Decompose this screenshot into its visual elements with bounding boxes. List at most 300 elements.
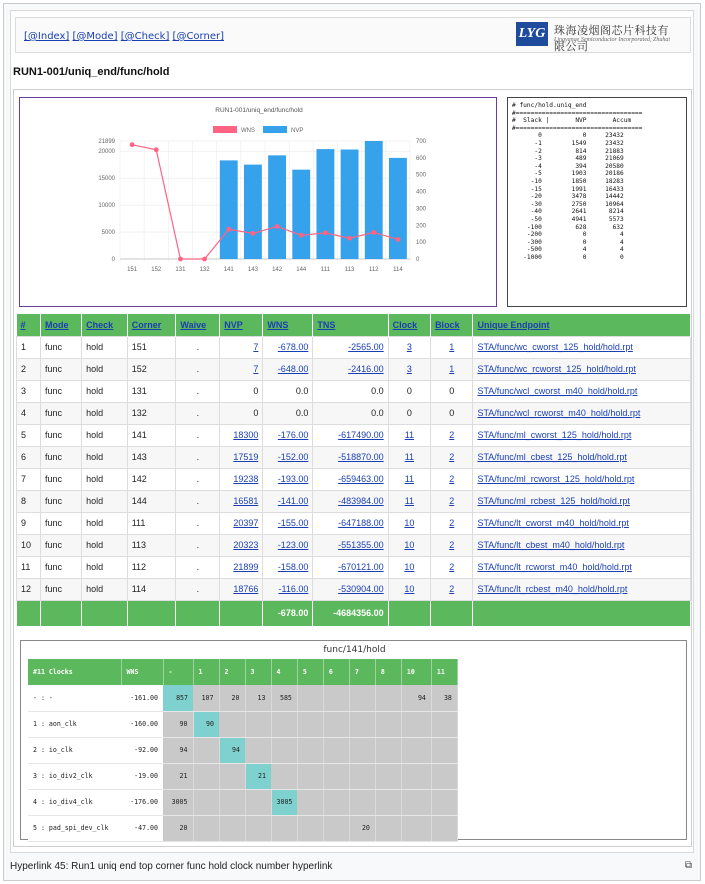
col-corner-cell: 151 <box>127 336 176 358</box>
col-clock-cell[interactable] <box>388 358 430 380</box>
col-clock-header[interactable] <box>388 314 430 336</box>
col-corner-header[interactable] <box>127 314 176 336</box>
col-tns-link[interactable]: -670121.00 <box>338 562 384 572</box>
logo-mark: LYG <box>516 22 548 46</box>
col-nvp-cell[interactable] <box>220 358 263 380</box>
col-block-link[interactable]: 2 <box>449 496 455 506</box>
clock-col-header: #11 Clocks <box>28 659 121 685</box>
col-endpoint-cell[interactable] <box>473 424 691 446</box>
col-mode-cell: func <box>41 336 82 358</box>
col-block-cell[interactable] <box>431 424 473 446</box>
col-wns-link[interactable]: -152.00 <box>277 452 309 462</box>
col-check-cell: hold <box>82 468 128 490</box>
col-nvp-link[interactable]: 20323 <box>233 540 259 550</box>
clock-col-header: - <box>163 659 193 685</box>
clock-count-cell: 21 <box>245 763 271 789</box>
col-waive-cell: . <box>176 358 220 380</box>
nvp-bar <box>389 158 407 259</box>
col-tns-link[interactable]: -2416.00 <box>348 364 384 374</box>
col-waive-cell: . <box>176 424 220 446</box>
clock-row <box>28 685 457 711</box>
y-right-tick-label: 100 <box>416 240 427 247</box>
clock-count-cell <box>219 763 245 789</box>
nav-link-mode[interactable]: [@Mode] <box>72 31 118 42</box>
col-block-link[interactable]: 1 <box>449 342 455 352</box>
col-clock-link[interactable]: 10 <box>404 540 415 550</box>
clock-col-header: 7 <box>349 659 375 685</box>
col-waive-cell: . <box>176 380 220 402</box>
col-endpoint-cell[interactable] <box>473 578 691 600</box>
col-tns-cell: 0.0 <box>313 402 388 424</box>
clock-count-cell <box>375 685 401 711</box>
x-tick-label: 112 <box>368 267 379 273</box>
clock-count-cell <box>297 789 323 815</box>
col-tns-link[interactable]: -617490.00 <box>338 430 384 440</box>
x-tick-label: 144 <box>296 267 307 273</box>
table-row <box>17 490 691 512</box>
col-clock-cell[interactable] <box>388 556 430 578</box>
table-row <box>17 402 691 424</box>
col-clock-cell[interactable] <box>388 490 430 512</box>
figure-frame <box>3 3 701 881</box>
x-tick-label: 114 <box>393 267 403 273</box>
clock-count-cell <box>297 815 323 841</box>
clock-wns-cell: -47.00 <box>121 815 163 841</box>
col-wns-header[interactable] <box>263 314 313 336</box>
col-tns-cell[interactable] <box>313 556 388 578</box>
col-mode-sort-link[interactable]: Mode <box>45 319 69 330</box>
col-nvp-link[interactable]: 18766 <box>233 584 259 594</box>
clock-count-cell <box>219 815 245 841</box>
col-clock-cell[interactable] <box>388 424 430 446</box>
footer-cell <box>127 600 176 626</box>
col-nvp-cell[interactable] <box>220 578 263 600</box>
col-index-cell: 6 <box>17 446 41 468</box>
col-tns-cell[interactable] <box>313 578 388 600</box>
col-waive-cell: . <box>176 446 220 468</box>
col-nvp-link[interactable]: 20397 <box>233 518 259 528</box>
clock-row <box>28 815 457 841</box>
col-wns-cell[interactable] <box>263 468 313 490</box>
col-mode-cell: func <box>41 534 82 556</box>
col-nvp-cell[interactable] <box>220 446 263 468</box>
col-corner-cell: 132 <box>127 402 176 424</box>
col-wns-cell[interactable] <box>263 446 313 468</box>
col-wns-link[interactable]: -648.00 <box>277 364 309 374</box>
wns-point <box>275 224 280 229</box>
col-endpoint-cell[interactable] <box>473 380 691 402</box>
col-tns-cell[interactable] <box>313 446 388 468</box>
col-endpoint-header[interactable] <box>473 314 691 336</box>
col-clock-cell[interactable] <box>388 512 430 534</box>
col-waive-cell: . <box>176 556 220 578</box>
clock-count-cell: 38 <box>431 685 457 711</box>
clock-wns-cell: -92.00 <box>121 737 163 763</box>
col-tns-sort-link[interactable]: TNS <box>317 319 336 330</box>
report-content <box>13 89 692 847</box>
col-nvp-cell[interactable] <box>220 424 263 446</box>
clock-row-label: 1 : aon_clk <box>28 711 121 737</box>
clock-row-label: - : - <box>28 685 121 711</box>
col-block-cell[interactable] <box>431 336 473 358</box>
clock-count-cell <box>349 685 375 711</box>
clock-count-cell: 857 <box>163 685 193 711</box>
col-nvp-link[interactable]: 19238 <box>233 474 259 484</box>
col-index-cell: 12 <box>17 578 41 600</box>
col-clock-link[interactable]: 11 <box>404 496 415 506</box>
col-block-cell[interactable] <box>431 534 473 556</box>
clock-count-cell: 107 <box>193 685 219 711</box>
col-check-cell: hold <box>82 556 128 578</box>
col-endpoint-cell[interactable] <box>473 468 691 490</box>
col-clock-link[interactable]: 3 <box>406 342 412 352</box>
y-right-tick-label: 500 <box>416 172 427 179</box>
col-index-sort-link[interactable]: # <box>20 319 26 330</box>
col-tns-header[interactable] <box>313 314 388 336</box>
clock-count-cell: 585 <box>271 685 297 711</box>
nvp-bar <box>268 155 286 259</box>
clock-count-cell <box>401 763 431 789</box>
col-mode-cell: func <box>41 402 82 424</box>
col-block-cell[interactable] <box>431 578 473 600</box>
col-wns-cell[interactable] <box>263 490 313 512</box>
col-tns-link[interactable]: -483984.00 <box>338 496 384 506</box>
col-clock-link[interactable]: 11 <box>404 430 415 440</box>
col-nvp-cell[interactable] <box>220 534 263 556</box>
clock-count-cell <box>271 763 297 789</box>
footer-cell <box>388 600 430 626</box>
col-mode-cell: func <box>41 358 82 380</box>
col-nvp-link[interactable]: 18300 <box>233 430 259 440</box>
col-index-cell: 8 <box>17 490 41 512</box>
col-corner-cell: 142 <box>127 468 176 490</box>
table-row <box>17 446 691 468</box>
col-index-cell: 4 <box>17 402 41 424</box>
col-nvp-link[interactable]: 17519 <box>233 452 259 462</box>
x-tick-label: 152 <box>151 267 162 273</box>
col-index-header[interactable] <box>17 314 41 336</box>
col-corner-sort-link[interactable]: Corner <box>131 319 162 330</box>
wns-point <box>251 231 256 236</box>
x-tick-label: 111 <box>320 267 330 273</box>
col-clock-link[interactable]: 10 <box>404 584 415 594</box>
clock-col-header: 11 <box>431 659 457 685</box>
col-clock-link[interactable]: 11 <box>404 474 415 484</box>
col-wns-link[interactable]: -155.00 <box>277 518 309 528</box>
col-wns-link[interactable]: -158.00 <box>277 562 309 572</box>
nav-link-check[interactable]: [@Check] <box>120 31 170 42</box>
y-right-tick-label: 0 <box>416 257 420 263</box>
col-block-link[interactable]: 2 <box>449 518 455 528</box>
col-endpoint-link[interactable]: STA/func/ml_cworst_125_hold/hold.rpt <box>477 430 632 440</box>
col-endpoint-cell[interactable] <box>473 512 691 534</box>
col-nvp-cell[interactable] <box>220 556 263 578</box>
col-wns-cell: 0.0 <box>263 402 313 424</box>
y-left-tick-label: 20000 <box>98 149 115 156</box>
col-wns-cell[interactable] <box>263 512 313 534</box>
col-endpoint-link[interactable]: STA/func/lt_rcbest_m40_hold/hold.rpt <box>477 584 628 594</box>
col-endpoint-link[interactable]: STA/func/lt_rcworst_m40_hold/hold.rpt <box>477 562 632 572</box>
clock-count-cell <box>323 685 349 711</box>
clock-count-cell: 20 <box>349 815 375 841</box>
col-endpoint-cell[interactable] <box>473 402 691 424</box>
col-clock-cell[interactable] <box>388 446 430 468</box>
col-endpoint-link[interactable]: STA/func/lt_cbest_m40_hold/hold.rpt <box>477 540 625 550</box>
clock-col-header: 4 <box>271 659 297 685</box>
clock-count-cell <box>245 711 271 737</box>
col-tns-cell[interactable] <box>313 490 388 512</box>
nvp-bar <box>220 160 238 259</box>
col-index-cell: 10 <box>17 534 41 556</box>
col-clock-cell[interactable] <box>388 468 430 490</box>
col-check-cell: hold <box>82 424 128 446</box>
expand-icon[interactable]: ⧉ <box>684 860 692 871</box>
clock-count-cell <box>193 815 219 841</box>
col-mode-cell: func <box>41 512 82 534</box>
col-block-link[interactable]: 2 <box>449 474 455 484</box>
wns-nvp-chart <box>19 97 497 307</box>
wns-point <box>347 236 352 241</box>
col-nvp-header[interactable] <box>220 314 263 336</box>
report-page <box>10 10 694 853</box>
clock-col-header: 1 <box>193 659 219 685</box>
nvp-bar <box>292 170 310 259</box>
col-waive-sort-link[interactable]: Waive <box>180 319 207 330</box>
col-check-header[interactable] <box>82 314 128 336</box>
clock-col-header: 5 <box>297 659 323 685</box>
clock-row-label: 4 : io_div4_clk <box>28 789 121 815</box>
col-corner-cell: 143 <box>127 446 176 468</box>
col-wns-link[interactable]: -176.00 <box>277 430 309 440</box>
table-row <box>17 380 691 402</box>
col-wns-cell[interactable] <box>263 556 313 578</box>
clock-count-cell <box>193 737 219 763</box>
col-endpoint-link[interactable]: STA/func/wc_rcworst_125_hold/hold.rpt <box>477 364 636 374</box>
clock-count-cell <box>245 789 271 815</box>
col-mode-cell: func <box>41 556 82 578</box>
footer-cell <box>473 600 691 626</box>
col-tns-link[interactable]: -647188.00 <box>338 518 384 528</box>
col-endpoint-link[interactable]: STA/func/lt_cworst_m40_hold/hold.rpt <box>477 518 629 528</box>
col-check-cell: hold <box>82 534 128 556</box>
col-nvp-cell[interactable] <box>220 512 263 534</box>
col-endpoint-cell[interactable] <box>473 358 691 380</box>
col-nvp-cell[interactable] <box>220 336 263 358</box>
col-nvp-link[interactable]: 16581 <box>233 496 259 506</box>
table-row <box>17 578 691 600</box>
col-check-cell: hold <box>82 512 128 534</box>
col-tns-cell[interactable] <box>313 358 388 380</box>
col-wns-link[interactable]: -116.00 <box>278 584 309 594</box>
clock-count-cell <box>245 737 271 763</box>
clock-count-cell <box>323 737 349 763</box>
col-wns-link[interactable]: -141.00 <box>277 496 309 506</box>
col-block-cell[interactable] <box>431 556 473 578</box>
col-tns-cell[interactable] <box>313 336 388 358</box>
clock-row <box>28 763 457 789</box>
col-block-cell[interactable] <box>431 490 473 512</box>
col-endpoint-link[interactable]: STA/func/wc_cworst_125_hold/hold.rpt <box>477 342 633 352</box>
col-endpoint-cell[interactable] <box>473 336 691 358</box>
col-endpoint-link[interactable]: STA/func/ml_rcworst_125_hold/hold.rpt <box>477 474 635 484</box>
col-index-cell: 2 <box>17 358 41 380</box>
col-check-sort-link[interactable]: Check <box>86 319 114 330</box>
clock-count-cell: 94 <box>163 737 193 763</box>
table-row <box>17 512 691 534</box>
col-corner-cell: 144 <box>127 490 176 512</box>
wns-point <box>130 142 135 147</box>
col-tns-link[interactable]: -2565.00 <box>348 342 384 352</box>
col-tns-cell[interactable] <box>313 512 388 534</box>
col-corner-cell: 131 <box>127 380 176 402</box>
col-wns-cell[interactable] <box>263 336 313 358</box>
clock-row <box>28 711 457 737</box>
x-tick-label: 143 <box>247 267 258 273</box>
col-block-cell[interactable] <box>431 512 473 534</box>
col-clock-cell[interactable] <box>388 336 430 358</box>
clock-count-cell <box>431 815 457 841</box>
wns-point <box>226 227 231 232</box>
clock-count-cell <box>297 737 323 763</box>
col-tns-cell[interactable] <box>313 424 388 446</box>
clock-wns-cell: -161.00 <box>121 685 163 711</box>
col-tns-cell[interactable] <box>313 468 388 490</box>
legend-label-nvp: NVP <box>291 128 304 134</box>
col-check-cell: hold <box>82 336 128 358</box>
col-wns-cell[interactable] <box>263 578 313 600</box>
clock-count-cell <box>271 737 297 763</box>
footer-cell <box>220 600 263 626</box>
nvp-bar <box>365 141 383 259</box>
col-wns-link[interactable]: -678.00 <box>277 342 309 352</box>
col-check-cell: hold <box>82 490 128 512</box>
col-endpoint-link[interactable]: STA/func/ml_rcbest_125_hold/hold.rpt <box>477 496 630 506</box>
col-nvp-cell[interactable] <box>220 468 263 490</box>
footer-cell <box>41 600 82 626</box>
col-nvp-link[interactable]: 21899 <box>233 562 259 572</box>
x-tick-label: 113 <box>344 267 355 273</box>
col-clock-link[interactable]: 3 <box>406 364 412 374</box>
clock-count-cell <box>375 789 401 815</box>
col-endpoint-sort-link[interactable]: Unique Endpoint <box>477 319 550 330</box>
company-logo <box>516 21 676 53</box>
col-block-sort-link[interactable]: Block <box>435 319 460 330</box>
col-tns-link[interactable]: -530904.00 <box>338 584 384 594</box>
col-clock-link[interactable]: 11 <box>404 452 415 462</box>
footer-cell <box>17 600 41 626</box>
col-wns-link[interactable]: -193.00 <box>277 474 309 484</box>
col-nvp-cell: 0 <box>220 380 263 402</box>
nav-link-corner[interactable]: [@Corner] <box>172 31 224 42</box>
table-row <box>17 556 691 578</box>
col-mode-cell: func <box>41 424 82 446</box>
col-endpoint-cell[interactable] <box>473 446 691 468</box>
y-right-tick-label: 400 <box>416 189 427 196</box>
col-wns-cell: 0.0 <box>263 380 313 402</box>
clock-row-label: 5 : pad_spi_dev_clk <box>28 815 121 841</box>
y-right-tick-label: 700 <box>416 139 427 145</box>
clock-col-header: 6 <box>323 659 349 685</box>
clock-count-cell <box>193 789 219 815</box>
clock-count-cell <box>349 711 375 737</box>
col-block-header[interactable] <box>431 314 473 336</box>
col-index-cell: 1 <box>17 336 41 358</box>
col-endpoint-link[interactable]: STA/func/wcl_rcworst_m40_hold/hold.rpt <box>477 408 641 418</box>
col-block-link[interactable]: 2 <box>449 452 455 462</box>
col-endpoint-cell[interactable] <box>473 534 691 556</box>
col-nvp-link[interactable]: 7 <box>253 364 259 374</box>
col-check-cell: hold <box>82 402 128 424</box>
col-block-cell[interactable] <box>431 358 473 380</box>
col-nvp-cell[interactable] <box>220 490 263 512</box>
col-nvp-link[interactable]: 7 <box>253 342 259 352</box>
col-endpoint-cell[interactable] <box>473 490 691 512</box>
col-wns-cell[interactable] <box>263 534 313 556</box>
col-clock-sort-link[interactable]: Clock <box>392 319 418 330</box>
col-clock-cell[interactable] <box>388 578 430 600</box>
col-block-cell[interactable] <box>431 468 473 490</box>
col-wns-cell[interactable] <box>263 424 313 446</box>
footer-cell <box>431 600 473 626</box>
col-waive-cell: . <box>176 534 220 556</box>
timing-table <box>16 314 691 627</box>
col-clock-cell[interactable] <box>388 534 430 556</box>
col-endpoint-cell[interactable] <box>473 556 691 578</box>
clock-count-cell <box>349 763 375 789</box>
col-tns-link[interactable]: -659463.00 <box>338 474 384 484</box>
col-endpoint-link[interactable]: STA/func/ml_cbest_125_hold/hold.rpt <box>477 452 627 462</box>
clock-count-cell <box>401 815 431 841</box>
clock-wns-cell: -160.00 <box>121 711 163 737</box>
col-nvp-sort-link[interactable]: NVP <box>224 319 243 330</box>
col-block-link[interactable]: 2 <box>449 430 455 440</box>
table-row <box>17 336 691 358</box>
col-block-link[interactable]: 2 <box>449 584 455 594</box>
col-block-link[interactable]: 2 <box>449 540 455 550</box>
clock-count-cell <box>349 737 375 763</box>
table-row <box>17 534 691 556</box>
col-endpoint-link[interactable]: STA/func/wcl_cworst_m40_hold/hold.rpt <box>477 386 638 396</box>
clock-row-label: 3 : io_div2_clk <box>28 763 121 789</box>
col-wns-sort-link[interactable]: WNS <box>267 319 289 330</box>
col-block-link[interactable]: 2 <box>449 562 455 572</box>
y-right-tick-label: 300 <box>416 206 427 213</box>
col-tns-cell[interactable] <box>313 534 388 556</box>
clock-wns-cell: -19.00 <box>121 763 163 789</box>
col-block-cell[interactable] <box>431 446 473 468</box>
col-tns-link[interactable]: -551355.00 <box>338 540 384 550</box>
col-waive-header[interactable] <box>176 314 220 336</box>
col-mode-header[interactable] <box>41 314 82 336</box>
col-block-link[interactable]: 1 <box>449 364 455 374</box>
chart-svg <box>20 98 498 308</box>
clock-count-cell <box>219 789 245 815</box>
col-wns-link[interactable]: -123.00 <box>277 540 309 550</box>
clock-col-header: 2 <box>219 659 245 685</box>
nav-link-index[interactable]: [@Index] <box>24 31 70 42</box>
wns-point <box>178 257 183 262</box>
col-corner-cell: 111 <box>127 512 176 534</box>
col-block-cell: 0 <box>431 402 473 424</box>
clock-count-cell <box>297 711 323 737</box>
col-clock-link[interactable]: 10 <box>404 518 415 528</box>
col-wns-cell[interactable] <box>263 358 313 380</box>
col-waive-cell: . <box>176 402 220 424</box>
logo-chinese-name: 珠海凌烟阁芯片科技有限公司 <box>554 24 669 53</box>
col-waive-cell: . <box>176 336 220 358</box>
col-tns-link[interactable]: -518870.00 <box>338 452 384 462</box>
col-clock-link[interactable]: 10 <box>404 562 415 572</box>
